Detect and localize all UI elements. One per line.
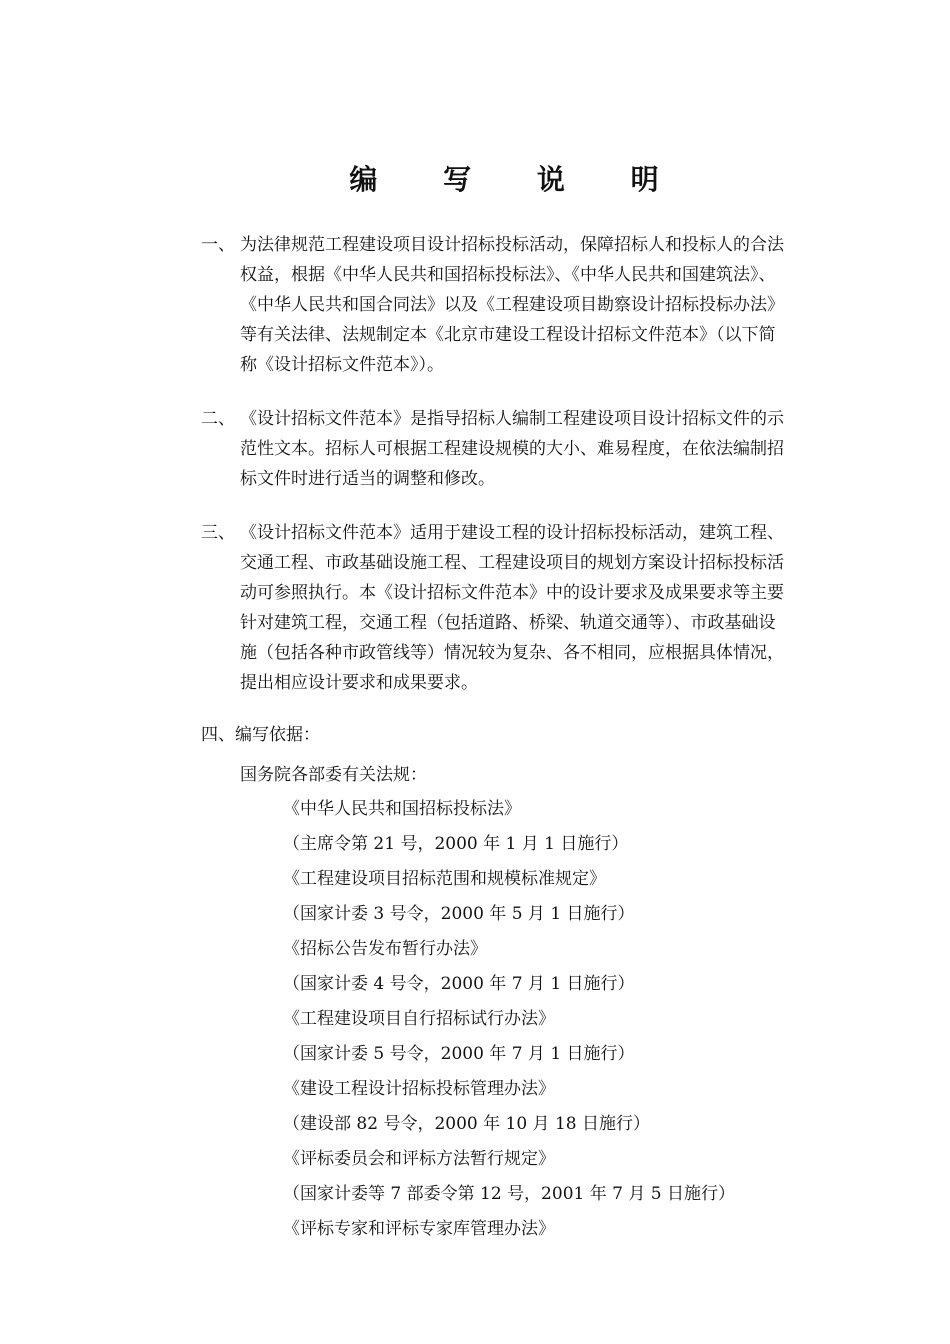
law-item: 《建设工程设计招标投标管理办法》	[283, 1079, 555, 1099]
section-number-2: 二、	[201, 409, 235, 429]
paragraph-line: 施（包括各种市政管线等）情况较为复杂、各不相同，应根据具体情况，	[240, 643, 784, 663]
section-paragraph-1	[240, 230, 865, 380]
paragraph-line: 《中华人民共和国合同法》以及《工程建设项目勘察设计招标投标办法》	[240, 295, 784, 315]
paragraph-line: 为法律规范工程建设项目设计招标投标活动，保障招标人和投标人的合法	[240, 235, 784, 255]
law-item: 《评标专家和评标专家库管理办法》	[283, 1219, 555, 1239]
paragraph-line: 等有关法律、法规制定本《北京市建设工程设计招标文件范本》（以下简	[240, 325, 776, 345]
paragraph-line: 称《设计招标文件范本》）。	[240, 355, 444, 375]
law-item: 《中华人民共和国招标投标法》	[283, 799, 521, 819]
law-item: 《招标公告发布暂行办法》	[283, 939, 487, 959]
law-item: 《评标委员会和评标方法暂行规定》	[283, 1149, 555, 1169]
page-title: 编 写 说 明	[349, 163, 687, 196]
paragraph-line: 动可参照执行。本《设计招标文件范本》中的设计要求及成果要求等主要	[240, 583, 784, 603]
paragraph-line: 范性文本。招标人可根据工程建设规模的大小、难易程度，在依法编制招	[240, 439, 784, 459]
paragraph-line: 《设计招标文件范本》适用于建设工程的设计招标投标活动，建筑工程、	[240, 523, 784, 543]
paragraph-line: 《设计招标文件范本》是指导招标人编制工程建设项目设计招标文件的示	[240, 409, 784, 429]
section-number-3: 三、	[201, 523, 235, 543]
law-item: （建设部 82 号令，2000 年 10 月 18 日施行）	[283, 1114, 650, 1134]
law-item: 《工程建设项目招标范围和规模标准规定》	[283, 869, 606, 889]
section-number-1: 一、	[201, 235, 235, 255]
law-item: 《工程建设项目自行招标试行办法》	[283, 1009, 555, 1029]
section-paragraph-3	[240, 518, 865, 698]
law-item: （国家计委 3 号令，2000 年 5 月 1 日施行）	[283, 904, 635, 924]
law-item: （国家计委 4 号令，2000 年 7 月 1 日施行）	[283, 974, 635, 994]
section-paragraph-2	[240, 404, 865, 494]
law-item: （主席令第 21 号，2000 年 1 月 1 日施行）	[283, 834, 629, 854]
laws-subheading: 国务院各部委有关法规：	[240, 765, 427, 785]
law-item: （国家计委 5 号令，2000 年 7 月 1 日施行）	[283, 1044, 635, 1064]
paragraph-line: 标文件时进行适当的调整和修改。	[240, 469, 495, 489]
paragraph-line: 针对建筑工程，交通工程（包括道路、桥梁、轨道交通等）、市政基础设	[240, 613, 776, 633]
section-heading-4: 四、编写依据：	[201, 725, 320, 745]
paragraph-line: 提出相应设计要求和成果要求。	[240, 673, 478, 693]
paragraph-line: 交通工程、市政基础设施工程、工程建设项目的规划方案设计招标投标活	[240, 553, 784, 573]
paragraph-line: 权益，根据《中华人民共和国招标投标法》、《中华人民共和国建筑法》、	[240, 265, 776, 285]
law-item: （国家计委等 7 部委令第 12 号，2001 年 7 月 5 日施行）	[283, 1184, 735, 1204]
